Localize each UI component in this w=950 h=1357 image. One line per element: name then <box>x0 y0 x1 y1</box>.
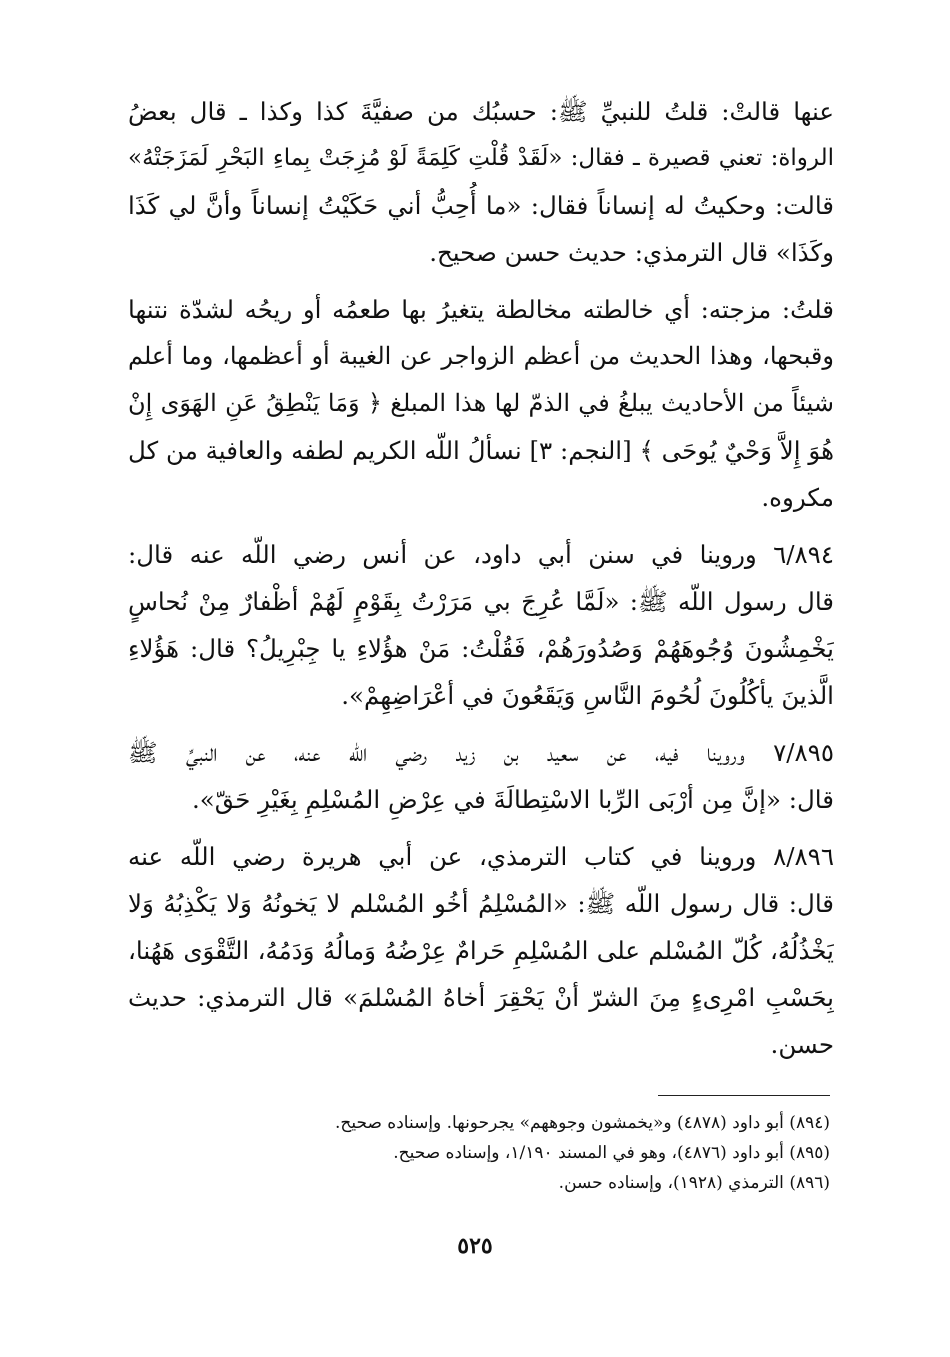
footnote-divider <box>658 1095 830 1096</box>
footnote-895: (٨٩٥) أبو داود (٤٨٧٦)، وهو في المسند ١/١٩٠، وإسناده صحيح. <box>393 1143 830 1163</box>
text-line: ٦/٨٩٤ وروينا في سنن أبي داود، عن أنس رضي اللّه عنه قال: <box>128 540 834 569</box>
text-line: مكروه. <box>761 483 834 512</box>
text-line: وقبحها، وهذا الحديث من أعظم الزواجر عن الغيبة أو أعظمها، وما أعلم <box>128 342 834 370</box>
text-line: قال: قال رسول اللّه ﷺ: «المُسْلِمُ أخُو المُسْلم لا يَخونُهُ وَلا يَكْذِبُهُ وَلا <box>128 889 834 918</box>
text-line: عنها قالتْ: قلتُ للنبيِّ ﷺ: حسبُك من صفيَّةَ كذا وكذا ـ قال بعضُ <box>128 97 834 126</box>
text-line: ٧/٨٩٥ وروينا فيه، عن سعيد بن زيد رضي اللّه عنه، عن النبيِّ ﷺ <box>128 738 834 767</box>
text-line: قال: «إنَّ مِن أرْبَى الرِّبا الاسْتِطالَةَ في عِرْضِ المُسْلِمِ بِغَيْرِ حَقّ». <box>192 785 834 814</box>
text-line: قالت: وحكيتُ له إنساناً فقال: «ما أُحِبُّ أني حَكَيْتُ إنساناً وأنَّ لي كَذَا <box>128 191 834 220</box>
text-line: الَّذينَ يأكُلُونَ لُحُومَ النَّاسِ وَيَقَعُونَ في أعْرَاضِهِمْ». <box>341 681 834 710</box>
paragraph-2 <box>128 286 834 521</box>
text-line: ٨/٨٩٦ وروينا في كتاب الترمذي، عن أبي هريرة رضي اللّه عنه <box>128 842 834 871</box>
text-line: الرواة: تعني قصيرة ـ فقال: «لَقَدْ قُلْتِ كَلِمَةً لَوْ مُزِجَتْ بِماءِ البَحْرِ لَمَزَجَتْهُ» <box>128 145 834 171</box>
footnotes <box>124 1108 830 1198</box>
text-line: قال رسول اللّه ﷺ: «لَمَّا عُرِجَ بي مَرَرْتُ بِقَوْمٍ لَهُمْ أظْفارٌ مِنْ نُحاسٍ <box>128 587 834 616</box>
hadith-896 <box>128 833 834 1068</box>
main-text <box>128 88 834 1078</box>
hadith-895 <box>128 729 834 823</box>
text-line: يَخْذُلُهُ، كُلّ المُسْلم على المُسْلِمِ حَرامٌ عِرْضُهُ وَمالُهُ وَدَمُهُ، التَّقْوَى هَهُنا، <box>128 936 834 965</box>
text-line: هُوَ إِلاَّ وَحْيٌ يُوحَى ﴾ [النجم: ٣] نسألُ اللّه الكريم لطفه والعافية من كل <box>128 436 834 465</box>
text-line: يَخْمِشُونَ وُجُوهَهُمْ وَصُدُورَهُمْ، فَقُلْتُ: مَنْ هؤُلاءِ يا جِبْرِيلُ؟ قال: هَؤُلاءِ <box>128 634 834 663</box>
footnote-894: (٨٩٤) أبو داود (٤٨٧٨) و«يخمشون وجوههم» يجرحونها. وإسناده صحيح. <box>334 1113 830 1133</box>
text-line: بِحَسْبِ امْرِىءٍ مِنَ الشرّ أنْ يَحْقِرَ أخاهُ المُسْلمَ» قال الترمذي: حديث <box>128 983 834 1012</box>
text-line: حسن. <box>770 1030 834 1059</box>
page-number: ٥٢٥ <box>457 1233 493 1259</box>
footnote-896: (٨٩٦) الترمذي (١٩٢٨)، وإسناده حسن. <box>558 1173 830 1193</box>
text-line: شيئاً من الأحاديث يبلغُ في الذمّ لها هذا المبلغ ﴿ وَمَا يَنْطِقُ عَنِ الهَوَى إِنْ <box>128 389 834 417</box>
text-line: وكَذَا» قال الترمذي: حديث حسن صحيح. <box>429 238 834 267</box>
hadith-894 <box>128 531 834 719</box>
text-line: قلتُ: مزجته: أي خالطته مخالطة يتغيرُ بها طعمُه أو ريحُه لشدّة نتنها <box>128 295 834 324</box>
paragraph-1 <box>128 88 834 276</box>
